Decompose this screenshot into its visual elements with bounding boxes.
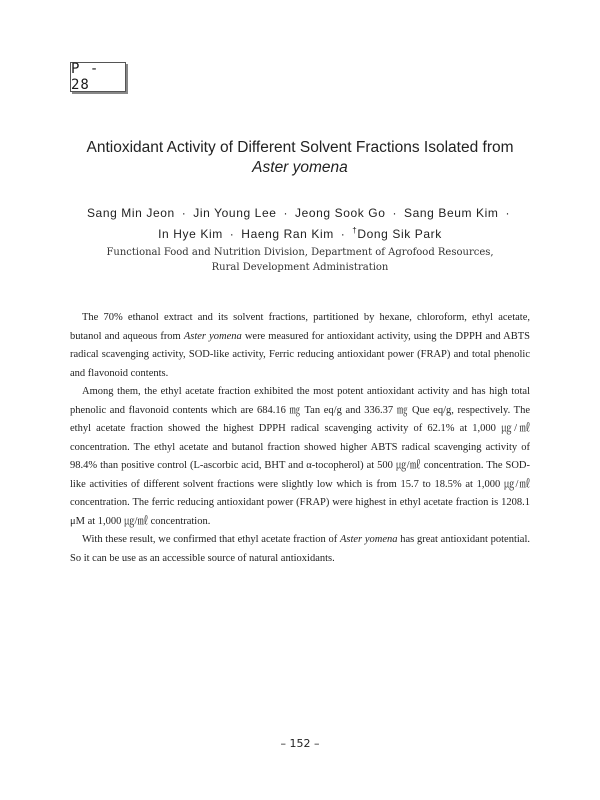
author-name: Jeong Sook Go (294, 206, 386, 220)
abstract-text: The 70% ethanol extract and its solvent fractions, partitioned by hexane, chloroform, ethyl acetate, butanol and aqueous from (70, 312, 530, 342)
abstract-text: were measured for antioxidant activity, using the DPPH and ABTS radical scavenging activity, SOD-like activity, Ferric reducing antioxidant power (FRAP) and total phenolic and flavonoid contents. (70, 330, 530, 379)
affiliation-line-1: Functional Food and Nutrition Division, Department of Agrofood Resources, (106, 247, 494, 258)
abstract-paragraph-1 (70, 309, 530, 383)
abstract-text: has great antioxidant potential. So it can be use as an accessible source of natural antioxidants. (70, 534, 531, 564)
affiliation-line-2: Rural Development Administration (211, 262, 389, 273)
author-name: Jin Young Lee (193, 206, 277, 220)
author-name: Haeng Ran Kim (241, 227, 334, 241)
title-line-1: Antioxidant Activity of Different Solvent Fractions Isolated from (86, 139, 514, 156)
author-name: Sang Beum Kim (404, 206, 499, 220)
author-separator: · (392, 206, 398, 220)
author-line-2 (40, 222, 560, 243)
corresponding-author-mark: † (352, 226, 358, 235)
abstract-body (70, 309, 530, 568)
author-separator: · (229, 227, 235, 241)
affiliation (40, 245, 560, 275)
author-list (40, 205, 560, 243)
author-name: In Hye Kim (158, 227, 223, 241)
title-species: Aster yomena (252, 159, 348, 176)
author-separator: · (283, 206, 289, 220)
paper-title (40, 138, 560, 178)
author-name: Sang Min Jeon (86, 206, 175, 220)
species-name: Aster yomena (339, 534, 398, 545)
author-separator: · (181, 206, 187, 220)
author-separator: · (505, 206, 511, 220)
abstract-paragraph-3 (70, 531, 530, 568)
author-line-1 (40, 205, 560, 222)
abstract-paragraph-2: Among them, the ethyl acetate fraction exhibited the most potent antioxidant activity and has high total phenolic and flavonoid contents which are 684.16 ㎎ Tan eq/g and 336.37 ㎎ Que eq/g, respectively. The ethyl acetate fraction showed the highest DPPH radical scavenging activity of 62.1% at 1,000 ㎍/㎖ concentration. The ethyl acetate and butanol fraction showed higher ABTS radical scavenging activity of 98.4% than positive control (L-ascorbic acid, BHT and α-tocopherol) at 500 ㎍/㎖ concentration. The SOD-like activities of different solvent fractions were slightly low which is from 15.7 to 18.5% at 1,000 ㎍/㎖ concentration. The ferric reducing antioxidant power (FRAP) were highest in ethyl acetate fraction is 1208.1 μM at 1,000 ㎍/㎖ concentration. (70, 386, 530, 527)
poster-label: P - 28 (70, 62, 126, 92)
author-separator: · (340, 227, 346, 241)
abstract-text: With these result, we confirmed that ethyl acetate fraction of (82, 534, 340, 545)
page-number: – 152 – (280, 737, 320, 750)
species-name: Aster yomena (183, 330, 242, 342)
corresponding-author-name: Dong Sik Park (357, 227, 442, 241)
